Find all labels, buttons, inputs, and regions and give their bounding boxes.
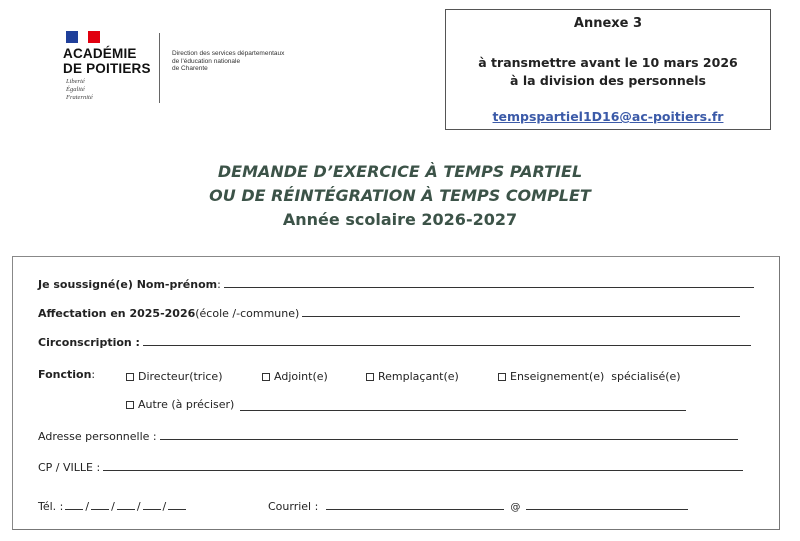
nom-prenom-field[interactable]: [224, 286, 754, 288]
cp-ville-field[interactable]: [103, 469, 743, 471]
logo-divider: [159, 33, 160, 103]
cp-ville-label: CP / VILLE :: [38, 461, 101, 474]
circonscription-field[interactable]: [143, 344, 751, 346]
motto-liberte: Liberté: [66, 78, 85, 85]
checkbox-adjoint[interactable]: [262, 370, 328, 383]
fonction-label: Fonction: [38, 368, 92, 381]
affectation-field[interactable]: [302, 315, 740, 317]
nom-prenom-label: Je soussigné(e) Nom-prénom: [38, 278, 218, 291]
adresse-field[interactable]: [160, 438, 738, 440]
checkbox-directeur[interactable]: [126, 370, 223, 383]
courriel-label: Courriel :: [268, 500, 319, 513]
affectation-label: Affectation en 2025-2026: [38, 307, 196, 320]
telephone-field-3[interactable]: [117, 508, 135, 510]
checkbox-square-icon[interactable]: [498, 373, 506, 381]
direction-line2: de l'éducation nationale: [172, 57, 241, 65]
checkbox-enseignement-specialise-label: Enseignement(e) spécialisé(e): [510, 370, 681, 383]
academie-name: [63, 46, 151, 76]
telephone-separator: /: [111, 500, 115, 513]
at-sign: @: [510, 502, 521, 513]
fonction-row: [38, 368, 95, 381]
checkbox-autre[interactable]: [126, 398, 686, 411]
checkbox-square-icon[interactable]: [126, 373, 134, 381]
nom-prenom-colon: :: [217, 278, 221, 291]
checkbox-remplacant[interactable]: [366, 370, 459, 383]
courriel-user-field[interactable]: [326, 508, 504, 510]
direction-line1: Direction des services départementaux: [172, 50, 285, 57]
french-flag-icon: [66, 31, 100, 43]
autre-precision-field[interactable]: [240, 409, 686, 411]
fonction-colon: :: [91, 368, 96, 381]
motto-egalite: Égalité: [66, 86, 85, 93]
academie-name-line1: ACADÉMIE: [63, 46, 137, 61]
telephone-field-4[interactable]: [143, 508, 161, 510]
annex-title: Annexe 3: [573, 16, 643, 31]
motto-fraternite: Fraternité: [66, 94, 93, 101]
affectation-label-detail: (école /-commune): [195, 307, 300, 320]
checkbox-square-icon[interactable]: [366, 373, 374, 381]
courriel-row: [268, 500, 688, 513]
checkbox-autre-label: Autre (à préciser): [138, 398, 235, 411]
academie-name-line2: DE POITIERS: [63, 61, 151, 76]
courriel-domain-field[interactable]: [526, 508, 688, 510]
direction-text: [172, 50, 284, 73]
cp-ville-row: [38, 461, 743, 474]
telephone-field-1[interactable]: [65, 508, 83, 510]
checkbox-directeur-label: Directeur(trice): [138, 370, 223, 383]
circonscription-label: Circonscription :: [38, 336, 140, 349]
circonscription-row: [38, 336, 751, 349]
telephone-separator: /: [136, 500, 141, 513]
republic-motto: [66, 78, 93, 102]
page-title-line1: DEMANDE D’EXERCICE À TEMPS PARTIEL: [217, 162, 583, 181]
checkbox-square-icon[interactable]: [126, 401, 134, 409]
adresse-label: Adresse personnelle :: [38, 430, 157, 443]
annex-box: [445, 9, 771, 130]
telephone-field-5[interactable]: [168, 508, 186, 510]
page-subtitle-year: Année scolaire 2026-2027: [282, 210, 518, 229]
page-title-line2: OU DE RÉINTÉGRATION À TEMPS COMPLET: [209, 186, 591, 205]
form-box: [12, 256, 780, 530]
checkbox-enseignement-specialise[interactable]: [498, 370, 681, 383]
annex-deadline: à transmettre avant le 10 mars 2026: [478, 55, 738, 70]
telephone-separator: /: [85, 500, 90, 513]
checkbox-remplacant-label: Remplaçant(e): [378, 370, 459, 383]
telephone-separator: /: [162, 500, 167, 513]
affectation-row: [38, 307, 740, 320]
telephone-row: [38, 500, 188, 513]
nom-prenom-row: [38, 278, 754, 291]
checkbox-adjoint-label: Adjoint(e): [274, 370, 328, 383]
annex-email-link[interactable]: tempspartiel1D16@ac-poitiers.fr: [492, 109, 724, 124]
telephone-field-2[interactable]: [91, 508, 109, 510]
telephone-label: Tél. :: [38, 500, 64, 513]
adresse-row: [38, 430, 738, 443]
direction-line3: de Charente: [172, 65, 208, 72]
annex-recipient: à la division des personnels: [510, 73, 706, 88]
checkbox-square-icon[interactable]: [262, 373, 270, 381]
